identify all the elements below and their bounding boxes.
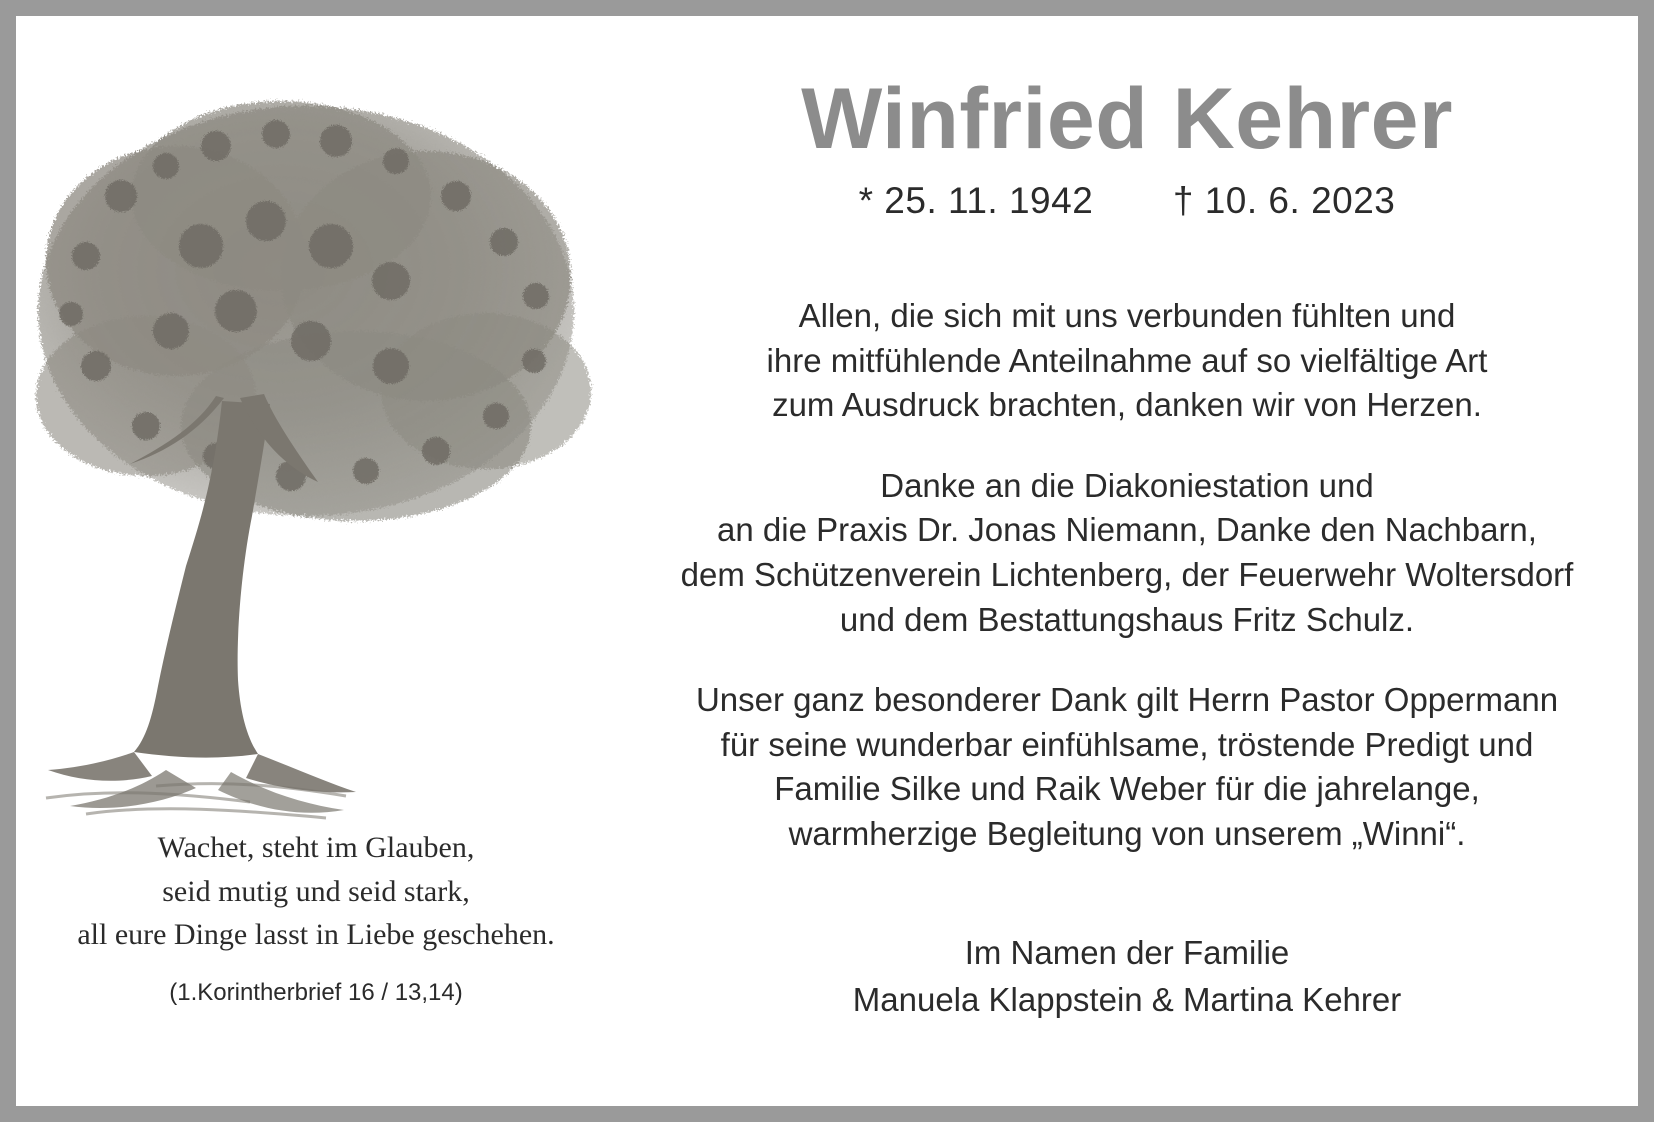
oak-tree-illustration — [26, 46, 606, 826]
card-inner — [16, 16, 1638, 1106]
thanks-paragraph-1 — [616, 294, 1638, 428]
cross-icon: † — [1172, 180, 1194, 222]
verse-reference: (1.Korintherbrief 16 / 13,14) — [169, 978, 463, 1006]
paragraph-3-line-1: Unser ganz besonderer Dank gilt Herrn Pastor Oppermann — [695, 681, 1559, 719]
life-dates — [616, 180, 1638, 222]
paragraph-2-line-4: und dem Bestattungshaus Fritz Schulz. — [839, 600, 1415, 638]
verse-line-2: seid mutig und seid stark, — [162, 874, 470, 908]
paragraph-3-line-3: Familie Silke und Raik Weber für die jahrelange, — [774, 770, 1480, 808]
paragraph-3-line-4: warmherzige Begleitung von unserem „Winni“. — [788, 814, 1466, 852]
family-signoff — [616, 930, 1638, 1022]
birth-symbol: * — [858, 180, 874, 222]
paragraph-2-line-2: an die Praxis Dr. Jonas Niemann, Danke den Nachbarn, — [717, 511, 1537, 549]
signoff-line-2: Manuela Klappstein & Martina Kehrer — [852, 980, 1402, 1018]
paragraph-1-line-3: zum Ausdruck brachten, danken wir von Herzen. — [772, 386, 1482, 424]
paragraph-2-line-3: dem Schützenverein Lichtenberg, der Feuerwehr Woltersdorf — [680, 556, 1574, 594]
birth-date: 25. 11. 1942 — [884, 180, 1094, 222]
left-column — [16, 16, 616, 1106]
death-date: 10. 6. 2023 — [1204, 180, 1396, 222]
thanks-paragraph-3 — [616, 678, 1638, 856]
thanks-paragraph-2 — [616, 464, 1638, 642]
verse-line-3: all eure Dinge lasst in Liebe geschehen. — [77, 918, 555, 951]
deceased-name: Winfried Kehrer — [801, 71, 1453, 167]
paragraph-3-line-2: für seine wunderbar einfühlsame, tröstende Predigt und — [720, 725, 1534, 763]
paragraph-2-line-1: Danke an die Diakoniestation und — [880, 466, 1374, 504]
bible-verse — [16, 826, 616, 1007]
verse-line-1: Wachet, steht im Glauben, — [157, 831, 475, 864]
right-column — [616, 16, 1638, 1106]
paragraph-1-line-2: ihre mitfühlende Anteilnahme auf so vielfältige Art — [766, 341, 1488, 379]
signoff-line-1: Im Namen der Familie — [964, 934, 1290, 972]
paragraph-1-line-1: Allen, die sich mit uns verbunden fühlten und — [798, 297, 1456, 335]
